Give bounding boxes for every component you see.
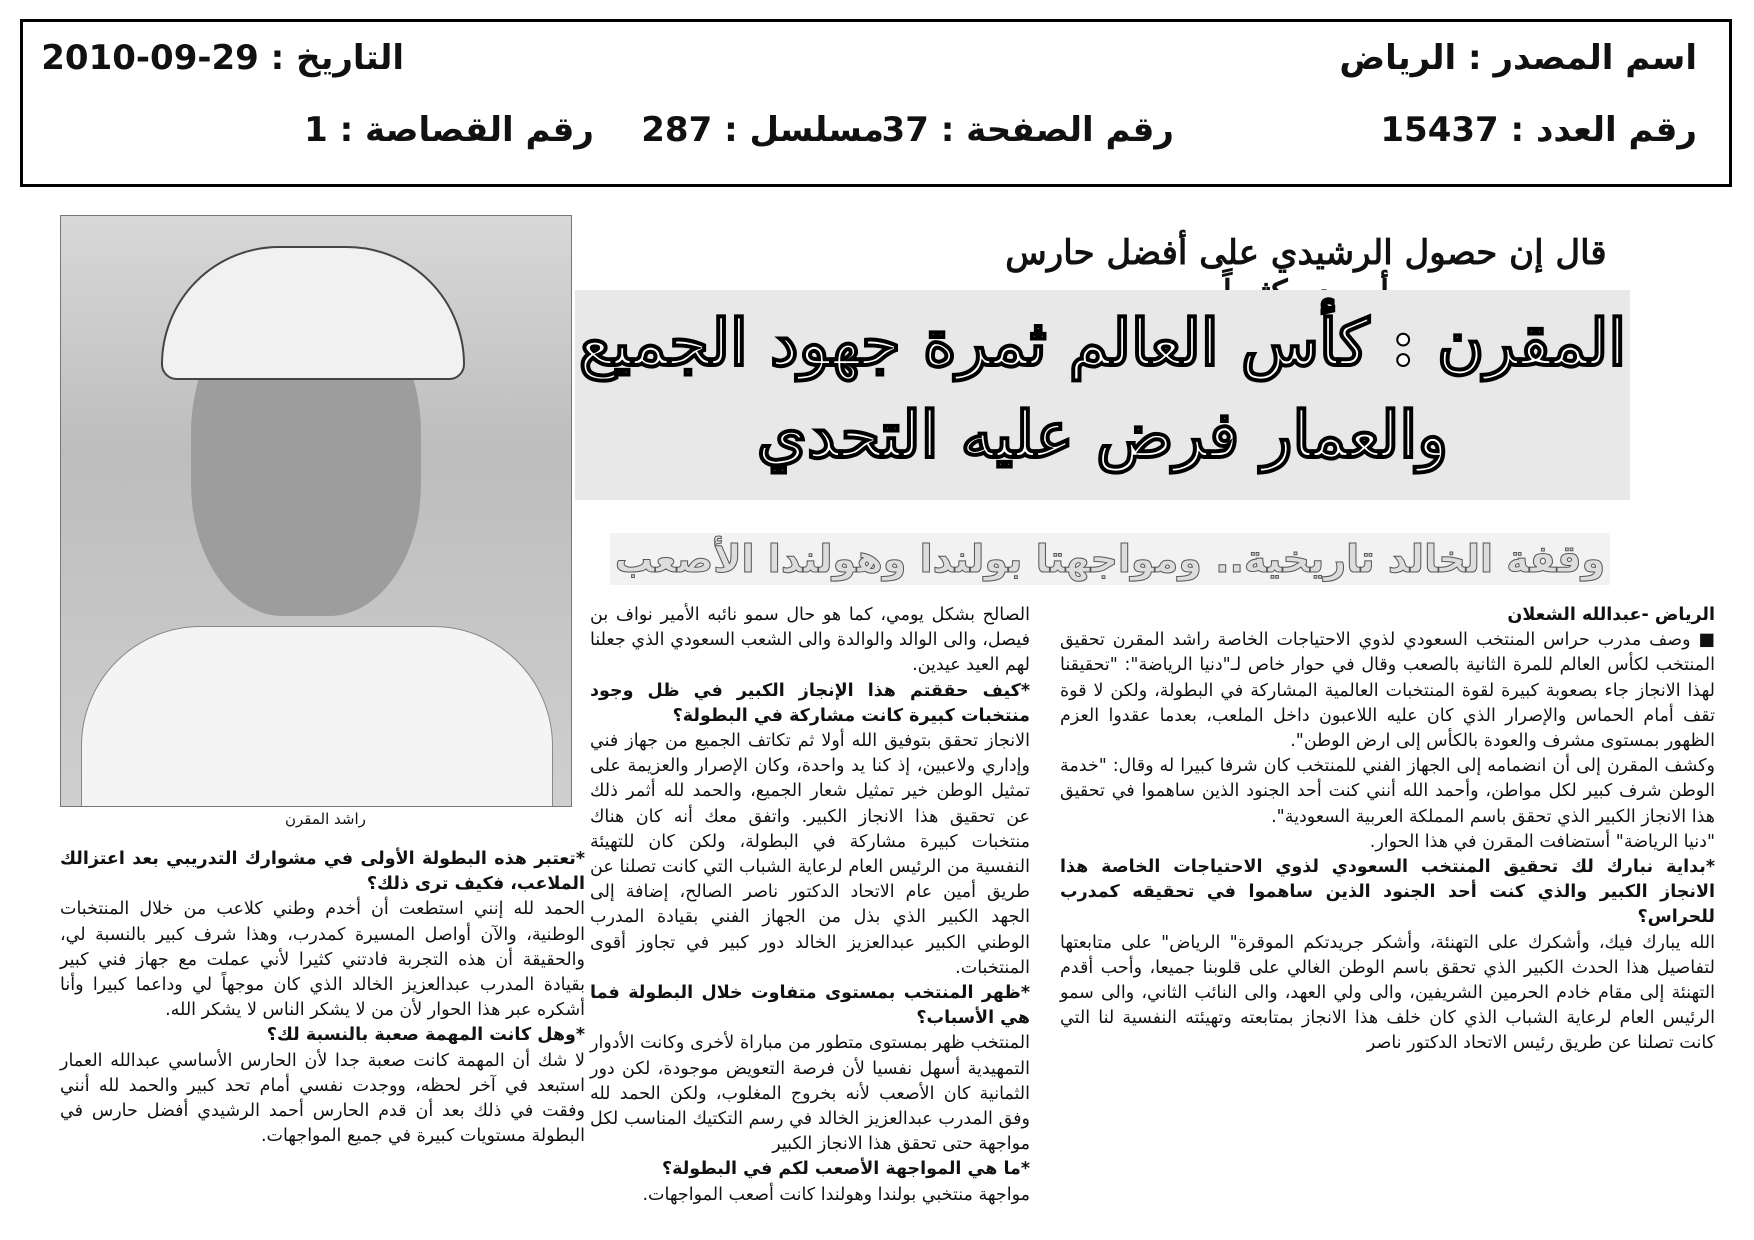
source-name: اسم المصدر : الرياض [1339, 38, 1697, 78]
article-column-3 [60, 847, 585, 1149]
article-kicker: قال إن حصول الرشيدي على أفضل حارس [1005, 233, 1607, 273]
col1-paragraph: وكشف المقرن إلى أن انضمامه إلى الجهاز الفني للمنتخب كان شرفا كبيرا له وقال: "خدمة الوطن شرف كبير لكل مواطن، وأحمد الله أنني كنت أحد الجنود الذين ساهموا في تحقيق هذا الانجاز الكبير الذي تحقق باسم المملكة العربية السعودية". [1060, 756, 1715, 827]
col3-paragraph: الحمد لله إنني استطعت أن أخدم وطني كلاعب من خلال المنتخبات الوطنية، والآن أواصل المسيرة كمدرب، وهذا شرف كبير بالنسبة لي، والحقيقة أن هذه التجربة فادتني كثيرا لأني عملت مع جهاز فني كبير بقيادة المدرب عبدالعزيز الخالد الذي كان موجهاً لي وداعما كبيرا وأنا أشكره عبر هذا الحوار لأن من لا يشكر الناس لا يشكر الله. [60, 899, 585, 1021]
article-headline [575, 290, 1630, 500]
col3-paragraph: لا شك أن المهمة كانت صعبة جدا لأن الحارس الأساسي عبدالله العمار استبعد في آخر لحظه، ووجدت نفسي أمام تحد كبير والحمد لله أنني وفقت في ذلك بعد أن قدم الحارس أحمد الرشيدي أفضل حارس في البطولة مستويات كبيرة في جميع المواجهات. [60, 1050, 585, 1147]
headline-line-2: والعمار فرض عليه التحدي [756, 398, 1449, 473]
col2-paragraph: الانجاز تحقق بتوفيق الله أولا ثم تكاتف الجميع من جهاز فني وإداري ولاعبين، إذ كنا يد واحدة، وكان الإصرار والعزيمة على تمثيل الوطن خير تمثيل شعار الجميع، والحمد لله أثمر ذلك عن تحقيق هذا الانجاز الكبير. واتفق معك أنه كان هناك منتخبات كبيرة مشاركة في البطولة، ولكن كان للتهيئة النفسية من الرئيس العام لرعاية الشباب التي كانت تصلنا عن طريق أمين عام الاتحاد الدكتور ناصر الصالح، إضافة إلى الجهد الكبير الذي بذل من الجهاز الفني بقيادة المدرب الوطني الكبير عبدالعزيز الخالد دور كبير في تجاوز أقوى المنتخبات. [590, 731, 1030, 978]
photo-caption: راشد المقرن [285, 810, 366, 828]
clipping-metadata-box [20, 19, 1732, 187]
article-column-2 [590, 603, 1030, 1208]
col1-paragraph: الله يبارك فيك، وأشكرك على التهنئة، وأشكر جريدتكم الموقرة" الرياض" على متابعتها لتفاصيل هذا الحدث الكبير الذي تحقق باسم الوطن الغالي على قلوبنا جميعا، وأحب أقدم التهنئة إلى مقام خادم الحرمين الشريفين، والى ولي العهد، والى النائب الثاني، والى سمو الرئيس العام لرعاية الشباب الذي كان خلف هذا الانجاز بمتابعته وتهيئته النفسية لنا التي كانت تصلنا عن طريق رئيس الاتحاد الدكتور ناصر [1060, 932, 1715, 1054]
article-column-1 [1060, 603, 1715, 1057]
col2-paragraph: الصالح بشكل يومي، كما هو حال سمو نائبه الأمير نواف بن فيصل، والى الوالد والوالدة والى الشعب السعودي الذي جعلنا لهم العيد عيدين. [590, 605, 1030, 676]
col2-paragraph: مواجهة منتخبي بولندا وهولندا كانت أصعب المواجهات. [642, 1184, 1030, 1205]
article-subheadline: وقفة الخالد تاريخية.. ومواجهتا بولندا وهولندا الأصعب [610, 533, 1610, 585]
col3-question: *وهل كانت المهمة صعبة بالنسبة لك؟ [266, 1025, 585, 1046]
serial-number: مسلسل : 287 [641, 110, 884, 150]
page-number: رقم الصفحة : 37 [881, 110, 1174, 150]
col1-question: *بداية نبارك لك تحقيق المنتخب السعودي لذوي الاحتياجات الخاصة هذا الانجاز الكبير والذي كنت أحد الجنود الذين ساهموا في تحقيقه كمدرب للحراس؟ [1060, 857, 1715, 928]
col1-paragraph: "دنيا الرياضة" أستضافت المقرن في هذا الحوار. [1369, 831, 1715, 852]
col2-question: *كيف حققتم هذا الإنجاز الكبير في ظل وجود منتخبات كبيرة كانت مشاركة في البطولة؟ [590, 680, 1030, 726]
clip-date: التاريخ : 29-09-2010 [41, 38, 404, 78]
col2-paragraph: المنتخب ظهر بمستوى متطور من مباراة لأخرى وكانت الأدوار التمهيدية أسهل نفسيا لأن فرصة التعويض موجودة، لكن دور الثمانية كان الأصعب لأنه بخروج المغلوب، ولكن الحمد لله وفق المدرب عبدالعزيز الخالد في رسم التكتيك المناسب لكل مواجهة حتى تحقق هذا الانجاز الكبير [590, 1033, 1030, 1155]
clip-number: رقم القصاصة : 1 [304, 110, 594, 150]
photo-shirt-shape [81, 626, 553, 807]
portrait-photo [60, 215, 572, 807]
issue-number: رقم العدد : 15437 [1380, 110, 1697, 150]
col1-paragraph: ■ وصف مدرب حراس المنتخب السعودي لذوي الاحتياجات الخاصة راشد المقرن تحقيق المنتخب لكأس العالم للمرة الثانية بالصعب وقال في حوار خاص لـ"دنيا الرياضة": "تحقيقنا لهذا الانجاز جاء بصعوبة كبيرة لقوة المنتخبات العالمية المشاركة في البطولة، ولكن لا قوة تقف أمام الحماس والإصرار الذي كان عليه اللاعبون داخل الملعب، بعدما عقدوا العزم الظهور بمستوى مشرف والعودة بالكأس إلى ارض الوطن". [1060, 630, 1715, 752]
headline-line-1: المقرن : كأس العالم ثمرة جهود الجميع [578, 306, 1627, 381]
newspaper-article [20, 215, 1734, 1225]
byline: الرياض -عبدالله الشعلان [1507, 605, 1715, 625]
col2-question: *ما هي المواجهة الأصعب لكم في البطولة؟ [661, 1159, 1030, 1180]
col3-question: *تعتبر هذه البطولة الأولى في مشوارك التدريبي بعد اعتزالك الملاعب، فكيف ترى ذلك؟ [60, 849, 585, 895]
photo-cap-shape [161, 246, 465, 380]
col2-question: *ظهر المنتخب بمستوى متفاوت خلال البطولة فما هي الأسباب؟ [590, 983, 1030, 1029]
